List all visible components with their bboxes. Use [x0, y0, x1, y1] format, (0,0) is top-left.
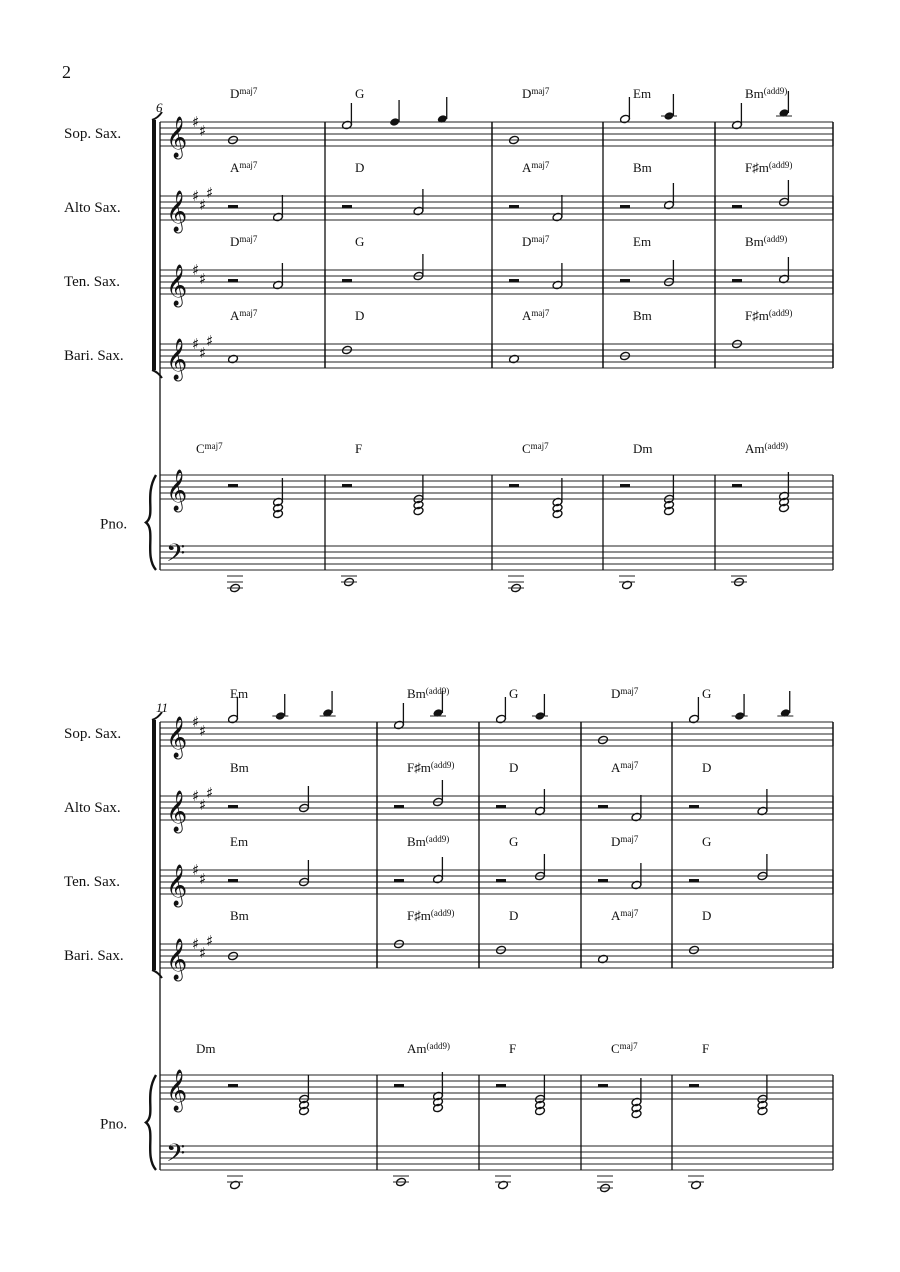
key-signature-sharp: ♯: [206, 184, 214, 202]
bass-clef: 𝄢: [166, 539, 186, 574]
key-signature-sharp: ♯: [199, 196, 207, 214]
alto-label: Alto Sax.: [64, 800, 121, 816]
chord-symbol: F: [355, 441, 363, 456]
key-signature-sharp: ♯: [199, 344, 207, 362]
chord-symbol: $C^{maj7}$: [196, 441, 223, 456]
chord-symbol: $A^{maj7}$: [230, 308, 258, 323]
chord-symbol: D: [355, 160, 365, 175]
chord-extension: maj7: [239, 160, 258, 170]
chord-symbol: Bm: [633, 160, 652, 175]
treble-clef: 𝄞: [166, 791, 188, 832]
chord-extension: (add9): [763, 234, 788, 244]
chord-symbol: G: [509, 834, 519, 849]
half-rest: [509, 279, 519, 283]
half-rest: [496, 1084, 506, 1088]
chord-extension: (add9): [425, 686, 450, 696]
key-signature-sharp: ♯: [192, 935, 200, 953]
half-rest: [228, 484, 238, 488]
chord-symbol: $Bm^{(add9)}$: [745, 234, 788, 249]
treble-clef: 𝄞: [166, 717, 188, 758]
soprano-label: Sop. Sax.: [64, 126, 122, 142]
half-rest: [509, 205, 519, 209]
key-signature-sharp: ♯: [192, 187, 200, 205]
treble-clef: 𝄞: [166, 191, 188, 232]
tenor-label: Ten. Sax.: [64, 874, 121, 890]
key-signature-sharp: ♯: [192, 261, 200, 279]
chord-symbol: $D^{maj7}$: [522, 86, 550, 101]
chord-symbol: Dm: [633, 441, 653, 456]
key-signature-sharp: ♯: [199, 796, 207, 814]
half-rest: [228, 1084, 238, 1088]
chord-extension: maj7: [620, 834, 639, 844]
chord-symbol: $C^{maj7}$: [522, 441, 549, 456]
treble-clef: 𝄞: [166, 339, 188, 380]
chord-symbol: $Am^{(add9)}$: [745, 441, 788, 456]
half-rest: [620, 205, 630, 209]
half-rest: [394, 879, 404, 883]
key-signature-sharp: ♯: [192, 113, 200, 131]
chord-symbol: G: [702, 834, 712, 849]
chord-symbol: Em: [230, 834, 249, 849]
key-signature-sharp: ♯: [199, 722, 207, 740]
chord-symbol: D: [509, 760, 519, 775]
piano-label: Pno.: [100, 1116, 128, 1133]
chord-extension: maj7: [531, 86, 550, 96]
piano-label: Pno.: [100, 516, 128, 533]
chord-symbol: $C^{maj7}$: [611, 1041, 638, 1056]
half-rest: [228, 279, 238, 283]
treble-clef: 𝄞: [166, 117, 188, 158]
measure-number: 11: [156, 700, 169, 715]
chord-symbol: $Bm^{(add9)}$: [407, 834, 450, 849]
chord-symbol: D: [355, 308, 365, 323]
chord-extension: (add9): [768, 160, 793, 170]
key-signature-sharp: ♯: [192, 787, 200, 805]
chord-symbol: $A^{maj7}$: [611, 760, 639, 775]
chord-symbol: Em: [633, 234, 652, 249]
chord-symbol: $Bm^{(add9)}$: [407, 686, 450, 701]
chord-symbol: $D^{maj7}$: [230, 234, 258, 249]
half-rest: [732, 205, 742, 209]
chord-symbol: Bm: [230, 908, 249, 923]
treble-clef: 𝄞: [166, 1070, 188, 1111]
half-rest: [342, 279, 352, 283]
chord-symbol: $D^{maj7}$: [611, 686, 639, 701]
chord-extension: maj7: [619, 1041, 638, 1051]
half-rest: [394, 1084, 404, 1088]
tenor-label: Ten. Sax.: [64, 274, 121, 290]
chord-symbol: F: [509, 1041, 517, 1056]
piano-brace: [146, 1075, 156, 1170]
chord-extension: (add9): [764, 441, 788, 451]
half-rest: [732, 279, 742, 283]
chord-symbol: G: [509, 686, 519, 701]
chord-symbol: D: [702, 760, 712, 775]
chord-symbol: $D^{maj7}$: [522, 234, 550, 249]
chord-symbol: $F♯m^{(add9)}$: [745, 160, 793, 175]
chord-symbol: $Am^{(add9)}$: [407, 1041, 450, 1056]
chord-extension: maj7: [204, 441, 223, 451]
chord-symbol: $D^{maj7}$: [230, 86, 258, 101]
chord-symbol: $A^{maj7}$: [611, 908, 639, 923]
chord-extension: maj7: [239, 234, 258, 244]
chord-symbol: $A^{maj7}$: [522, 308, 550, 323]
chord-extension: maj7: [620, 908, 639, 918]
chord-symbol: G: [702, 686, 712, 701]
half-rest: [228, 805, 238, 809]
key-signature-sharp: ♯: [192, 861, 200, 879]
treble-clef: 𝄞: [166, 939, 188, 980]
measure-number: 6: [156, 100, 163, 115]
baritone-label: Bari. Sax.: [64, 348, 124, 364]
key-signature-sharp: ♯: [192, 713, 200, 731]
half-rest: [509, 484, 519, 488]
chord-extension: (add9): [763, 86, 788, 96]
chord-extension: (add9): [430, 760, 455, 770]
chord-symbol: Dm: [196, 1041, 216, 1056]
piano-bass-staff: [160, 546, 833, 570]
bass-clef: 𝄢: [166, 1139, 186, 1174]
half-rest: [394, 805, 404, 809]
key-signature-sharp: ♯: [199, 270, 207, 288]
key-signature-sharp: ♯: [192, 335, 200, 353]
chord-extension: maj7: [530, 441, 549, 451]
chord-symbol: $A^{maj7}$: [230, 160, 258, 175]
piano-brace: [146, 475, 156, 570]
half-rest: [342, 205, 352, 209]
half-rest: [598, 805, 608, 809]
key-signature-sharp: ♯: [206, 332, 214, 350]
chord-symbol: D: [702, 908, 712, 923]
chord-symbol: D: [509, 908, 519, 923]
half-rest: [598, 1084, 608, 1088]
treble-clef: 𝄞: [166, 865, 188, 906]
chord-extension: maj7: [239, 308, 258, 318]
chord-symbol: G: [355, 234, 365, 249]
chord-extension: maj7: [531, 160, 550, 170]
treble-clef: 𝄞: [166, 470, 188, 511]
soprano-label: Sop. Sax.: [64, 726, 122, 742]
key-signature-sharp: ♯: [206, 784, 214, 802]
baritone-staff: [160, 344, 833, 368]
chord-extension: (add9): [768, 308, 793, 318]
chord-symbol: $F♯m^{(add9)}$: [745, 308, 793, 323]
chord-symbol: G: [355, 86, 365, 101]
piano-bass-staff: [160, 1146, 833, 1170]
baritone-staff: [160, 944, 833, 968]
chord-extension: (add9): [425, 834, 450, 844]
chord-symbol: $D^{maj7}$: [611, 834, 639, 849]
chord-symbol: $F♯m^{(add9)}$: [407, 760, 455, 775]
chord-symbol: Bm: [633, 308, 652, 323]
chord-extension: maj7: [531, 308, 550, 318]
alto-label: Alto Sax.: [64, 200, 121, 216]
chord-symbol: Bm: [230, 760, 249, 775]
chord-extension: maj7: [239, 86, 258, 96]
key-signature-sharp: ♯: [199, 944, 207, 962]
treble-clef: 𝄞: [166, 265, 188, 306]
half-rest: [496, 879, 506, 883]
chord-symbol: F: [702, 1041, 710, 1056]
page-number: 2: [62, 62, 71, 82]
key-signature-sharp: ♯: [206, 932, 214, 950]
chord-symbol: $F♯m^{(add9)}$: [407, 908, 455, 923]
half-rest: [598, 879, 608, 883]
half-rest: [228, 205, 238, 209]
chord-extension: (add9): [430, 908, 455, 918]
chord-extension: maj7: [620, 760, 639, 770]
chord-symbol: $A^{maj7}$: [522, 160, 550, 175]
half-rest: [342, 484, 352, 488]
half-rest: [620, 484, 630, 488]
chord-symbol: $Bm^{(add9)}$: [745, 86, 788, 101]
chord-extension: maj7: [620, 686, 639, 696]
half-rest: [689, 879, 699, 883]
key-signature-sharp: ♯: [199, 870, 207, 888]
key-signature-sharp: ♯: [199, 122, 207, 140]
soprano-staff: [160, 722, 833, 746]
chord-extension: maj7: [531, 234, 550, 244]
half-rest: [689, 1084, 699, 1088]
half-rest: [689, 805, 699, 809]
chord-extension: (add9): [426, 1041, 450, 1051]
baritone-label: Bari. Sax.: [64, 948, 124, 964]
half-rest: [228, 879, 238, 883]
half-rest: [496, 805, 506, 809]
half-rest: [620, 279, 630, 283]
half-rest: [732, 484, 742, 488]
chord-symbol: Em: [230, 686, 249, 701]
chord-symbol: Em: [633, 86, 652, 101]
